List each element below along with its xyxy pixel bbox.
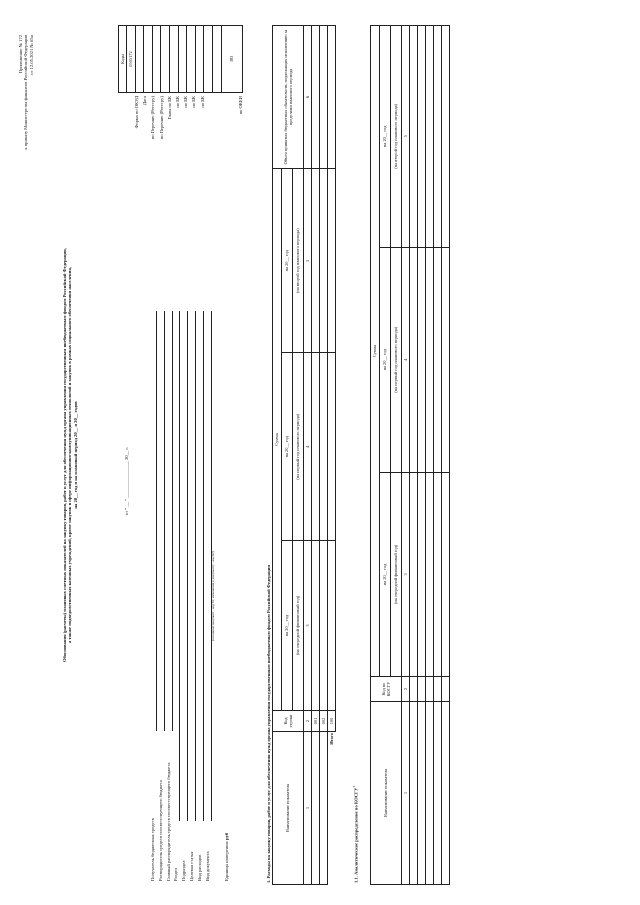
code-okud: 0505172 [127, 26, 136, 93]
s1-num-1: 1 [304, 732, 312, 885]
s1-total-code: 100 [328, 711, 336, 732]
field-doc-type [205, 161, 213, 881]
s11-num-2: 2 [402, 677, 410, 702]
code-chapter [161, 26, 170, 93]
s11-num-4: 4 [402, 247, 410, 472]
table-row [410, 26, 418, 885]
code-registry-1 [144, 26, 153, 93]
s11-col-y1-sub: (на очередной финансовый год) [391, 472, 402, 676]
s11-row-1-y1 [410, 472, 418, 676]
s1-row-1-oblig [312, 26, 320, 169]
s1-total-y1 [328, 540, 336, 710]
label-bk-3: по БК [191, 96, 197, 108]
code-bk-3 [187, 26, 196, 93]
s11-row-4-y3 [434, 26, 442, 248]
s1-row-1-name [312, 732, 320, 885]
table-row [312, 26, 320, 885]
s11-row-5-code [442, 677, 450, 702]
s1-row-2-name [320, 732, 328, 885]
date-line: от " __ " ________________ 20__ г. [124, 447, 129, 515]
field-manager-label: Распорядитель средств соответствующего бюджета [157, 780, 163, 881]
appendix-line-2: к приказу Министерства финансов Российской Федерации [23, 35, 29, 150]
doc-type-hint: (основной документ - код 01; изменения к документу - код 02) [211, 551, 216, 641]
field-recipient [150, 161, 158, 881]
s1-row-2-y2 [320, 353, 328, 541]
table-row [426, 26, 434, 885]
section-1-title: 1. Расходы на закупку товаров, работ и услуг для обеспечения нужд органа управления государственным внебюджетным фондом Российской Федерации [266, 564, 271, 883]
table-row [320, 26, 328, 885]
label-bk-4: по БК [199, 96, 205, 108]
s11-row-1-name [410, 702, 418, 885]
label-bk-2: по БК [183, 96, 189, 108]
s11-row-5-y3 [442, 26, 450, 248]
field-chief-manager [166, 161, 174, 881]
s11-row-5-y2 [442, 247, 450, 472]
code-date [135, 26, 144, 93]
footnote-mark: 1 [352, 786, 356, 788]
table-row [434, 26, 442, 885]
s11-row-1-code [410, 677, 418, 702]
s1-col-y1-sub: (на очередной финансовый год) [293, 540, 304, 710]
section-1-1-title [353, 786, 359, 883]
s1-total-y2 [328, 353, 336, 541]
title-line-1: Обоснования (расчеты) плановых сметных показателей на закупку товаров, работ и услуг для обеспечения нужд органа управления государственным внебюджетным фондом Российской Федерации, [62, 248, 67, 662]
label-okei: по ОКЕИ [237, 96, 243, 115]
section-1-1-title-text: 1.1. Аналитическое распределение по КОСГУ [353, 787, 359, 883]
code-registry-2 [152, 26, 161, 93]
field-recipient-label: Получатель бюджетных средств [150, 818, 155, 881]
s11-row-5-y1 [442, 472, 450, 676]
field-expense-type-label: Вид расходов [196, 854, 202, 881]
s11-col-y3-sub: (на второй год планового периода) [391, 26, 402, 248]
s11-col-y3: на 20__ год [380, 26, 391, 248]
s11-row-1-y2 [410, 247, 418, 472]
s1-num-4: 4 [304, 353, 312, 541]
s11-row-3-y3 [426, 26, 434, 248]
s1-num-3: 3 [304, 540, 312, 710]
s1-row-1-code: 001 [312, 711, 320, 732]
s11-row-4-y2 [434, 247, 442, 472]
s1-row-2-y3 [320, 169, 328, 353]
s11-row-5-name [442, 702, 450, 885]
s11-col-sum: Сумма [371, 26, 380, 677]
section-1-1-table [370, 25, 450, 885]
field-chief-manager-label: Главный распорядитель средств соответствующего бюджета [165, 762, 171, 881]
codes-table [118, 25, 243, 93]
title-line-2: а также подведомственных казенных учреждений, кроме закупок в сфере информационно-коммуникационных технологий и закупок в рамках социального обеспечения населения, [67, 267, 73, 643]
s11-row-2-name [418, 702, 426, 885]
table-row [418, 26, 426, 885]
field-manager [158, 161, 166, 881]
s11-row-2-y2 [418, 247, 426, 472]
field-section-label: Раздел [173, 868, 179, 881]
code-bk-4 [195, 26, 204, 93]
s11-col-y1: на 20__ год [380, 472, 391, 676]
label-okud: Форма по ОКУД [134, 96, 139, 129]
field-target-article-label: Целевая статья [188, 851, 194, 881]
label-registry-1: по Перечню (Реестру) [150, 96, 156, 140]
title-line-3: на 20__ год и на плановый период 20__ и 20__ годов [72, 401, 78, 509]
s1-row-2-y1 [320, 540, 328, 710]
s11-row-2-code [418, 677, 426, 702]
s1-col-y1: на 20__ год [282, 540, 293, 710]
s1-num-6: 6 [304, 26, 312, 169]
field-section [173, 161, 181, 881]
s1-num-5: 5 [304, 169, 312, 353]
s1-row-1-y2 [312, 353, 320, 541]
code-labels [134, 96, 243, 160]
s1-col-y3-sub: (на второй год планового периода) [293, 169, 304, 353]
table-row [442, 26, 450, 885]
appendix-line-3: от 12.05.2021 № 65н [28, 35, 34, 75]
s11-row-2-y1 [418, 472, 426, 676]
s11-row-1-y3 [410, 26, 418, 248]
code-extra-1 [204, 26, 213, 93]
s11-row-4-y1 [434, 472, 442, 676]
code-okei: 383 [221, 26, 242, 93]
unit-value: руб [224, 832, 230, 840]
field-doc-type-label: Вид документа [204, 851, 210, 881]
field-expense-type [197, 161, 205, 881]
code-bk-2 [178, 26, 187, 93]
code-bk-1 [169, 26, 178, 93]
s11-num-1: 1 [402, 702, 410, 885]
appendix-line-1: Приложение № 172 [18, 35, 23, 74]
s11-col-y2: на 20__ год [380, 247, 391, 472]
s1-row-1-y1 [312, 540, 320, 710]
unit-field [224, 161, 229, 881]
field-subsection-label: Подраздел [181, 860, 187, 881]
codes-header: Коды [119, 26, 127, 93]
s11-row-3-name [426, 702, 434, 885]
s1-total-y3 [328, 169, 336, 353]
s1-col-name: Наименование показателя [273, 732, 304, 885]
s1-row-2-oblig [320, 26, 328, 169]
s11-num-3: 3 [402, 472, 410, 676]
label-bk-1: по БК [174, 96, 180, 108]
s1-col-y2: на 20__ год [282, 353, 293, 541]
s1-num-2: 2 [304, 711, 312, 732]
s1-row-1-y3 [312, 169, 320, 353]
code-extra-2 [212, 26, 221, 93]
s1-col-oblig: Объем принятых бюджетных обязательств, подлежащих исполнению за пределами планового периода [273, 26, 304, 169]
s11-row-4-code [434, 677, 442, 702]
field-target-article [189, 161, 197, 881]
s1-row-2-code: 002 [320, 711, 328, 732]
s11-col-name: Наименование показателя [371, 702, 402, 885]
unit-label: Единица измерения: [224, 841, 230, 881]
s11-row-4-name [434, 702, 442, 885]
s11-row-3-y1 [426, 472, 434, 676]
s1-col-y2-sub: (на первый год планового периода) [293, 353, 304, 541]
s11-col-code: Код по КОСГУ [371, 677, 402, 702]
s11-num-5: 5 [402, 26, 410, 248]
section-1-table [272, 25, 336, 885]
s11-row-3-code [426, 677, 434, 702]
document-title [62, 85, 78, 825]
s1-col-code: Код строки [273, 711, 304, 732]
label-registry-2: по Перечню (Реестру) [158, 96, 164, 140]
s1-col-sum: Сумма [273, 169, 282, 711]
s11-row-2-y3 [418, 26, 426, 248]
header-fields [150, 161, 230, 881]
label-date: Дата [142, 96, 148, 106]
label-chapter: Глава по БК [166, 96, 172, 120]
table-row-total [328, 26, 336, 885]
s11-col-y2-sub: (на первый год планового периода) [391, 247, 402, 472]
s1-total-label: Итого [328, 733, 334, 745]
s1-total-oblig [328, 26, 336, 169]
s1-col-y3: на 20__ год [282, 169, 293, 353]
field-subsection [181, 161, 189, 881]
appendix-block [18, 35, 34, 205]
s11-row-3-y2 [426, 247, 434, 472]
